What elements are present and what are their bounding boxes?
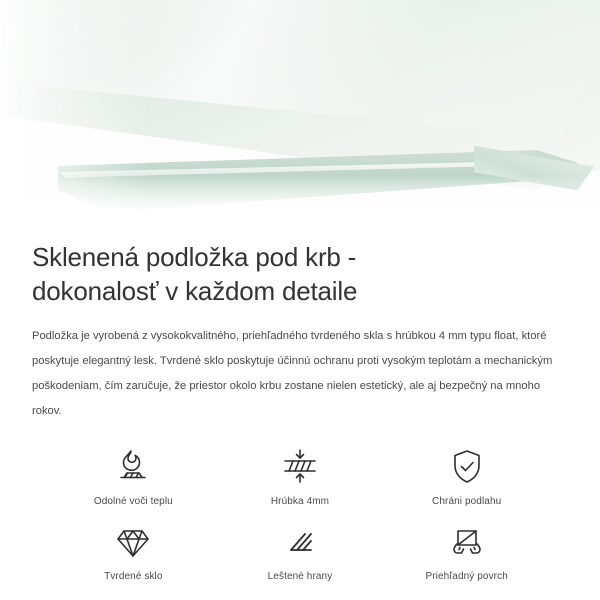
feature-item-polished-edges: [217, 521, 384, 582]
hero-product-image: [0, 0, 600, 222]
diamond-icon: [111, 521, 155, 563]
feature-item-thickness: [217, 446, 384, 507]
feature-label: Priehľadný povrch: [425, 571, 508, 582]
page-title-line-2: dokonalosť v každom detaile: [32, 276, 358, 306]
feature-label: Leštené hrany: [267, 571, 333, 582]
hero-bottom-fade: [0, 176, 600, 222]
thickness-measure-icon: [278, 446, 322, 488]
feature-item-tempered-glass: [50, 521, 217, 582]
content-section: [0, 222, 600, 582]
feature-label: Hrúbka 4mm: [270, 496, 330, 507]
flame-heat-resistant-icon: [111, 446, 155, 488]
page-title: [32, 240, 568, 308]
polished-edges-icon: [278, 521, 322, 563]
feature-grid: [32, 446, 568, 582]
feature-item-heat-resistant: [50, 446, 217, 507]
feature-label: Tvrdené sklo: [104, 571, 163, 582]
feature-item-floor-protection: [383, 446, 550, 507]
shield-check-icon: [445, 446, 489, 488]
feature-item-transparent-surface: [383, 521, 550, 582]
description-paragraph: Podložka je vyrobená z vysokokvalitného, priehľadného tvrdeného skla s hrúbkou 4 mm typu float, ktoré poskytuje elegantný lesk. Tvrdené sklo poskytuje účinnú ochranu proti vysokým teplotám a mechanickým poškodeniam, čím zaručuje, že priestor okolo krbu zostane nielen estetický, ale aj bezpečný na mnoho rokov.: [32, 330, 553, 417]
page-title-line-1: Sklenená podložka pod krb -: [32, 242, 357, 272]
feature-label: Odolné voči teplu: [93, 496, 173, 507]
feature-label: Chráni podlahu: [432, 496, 502, 507]
transparent-surface-hands-icon: [445, 521, 489, 563]
